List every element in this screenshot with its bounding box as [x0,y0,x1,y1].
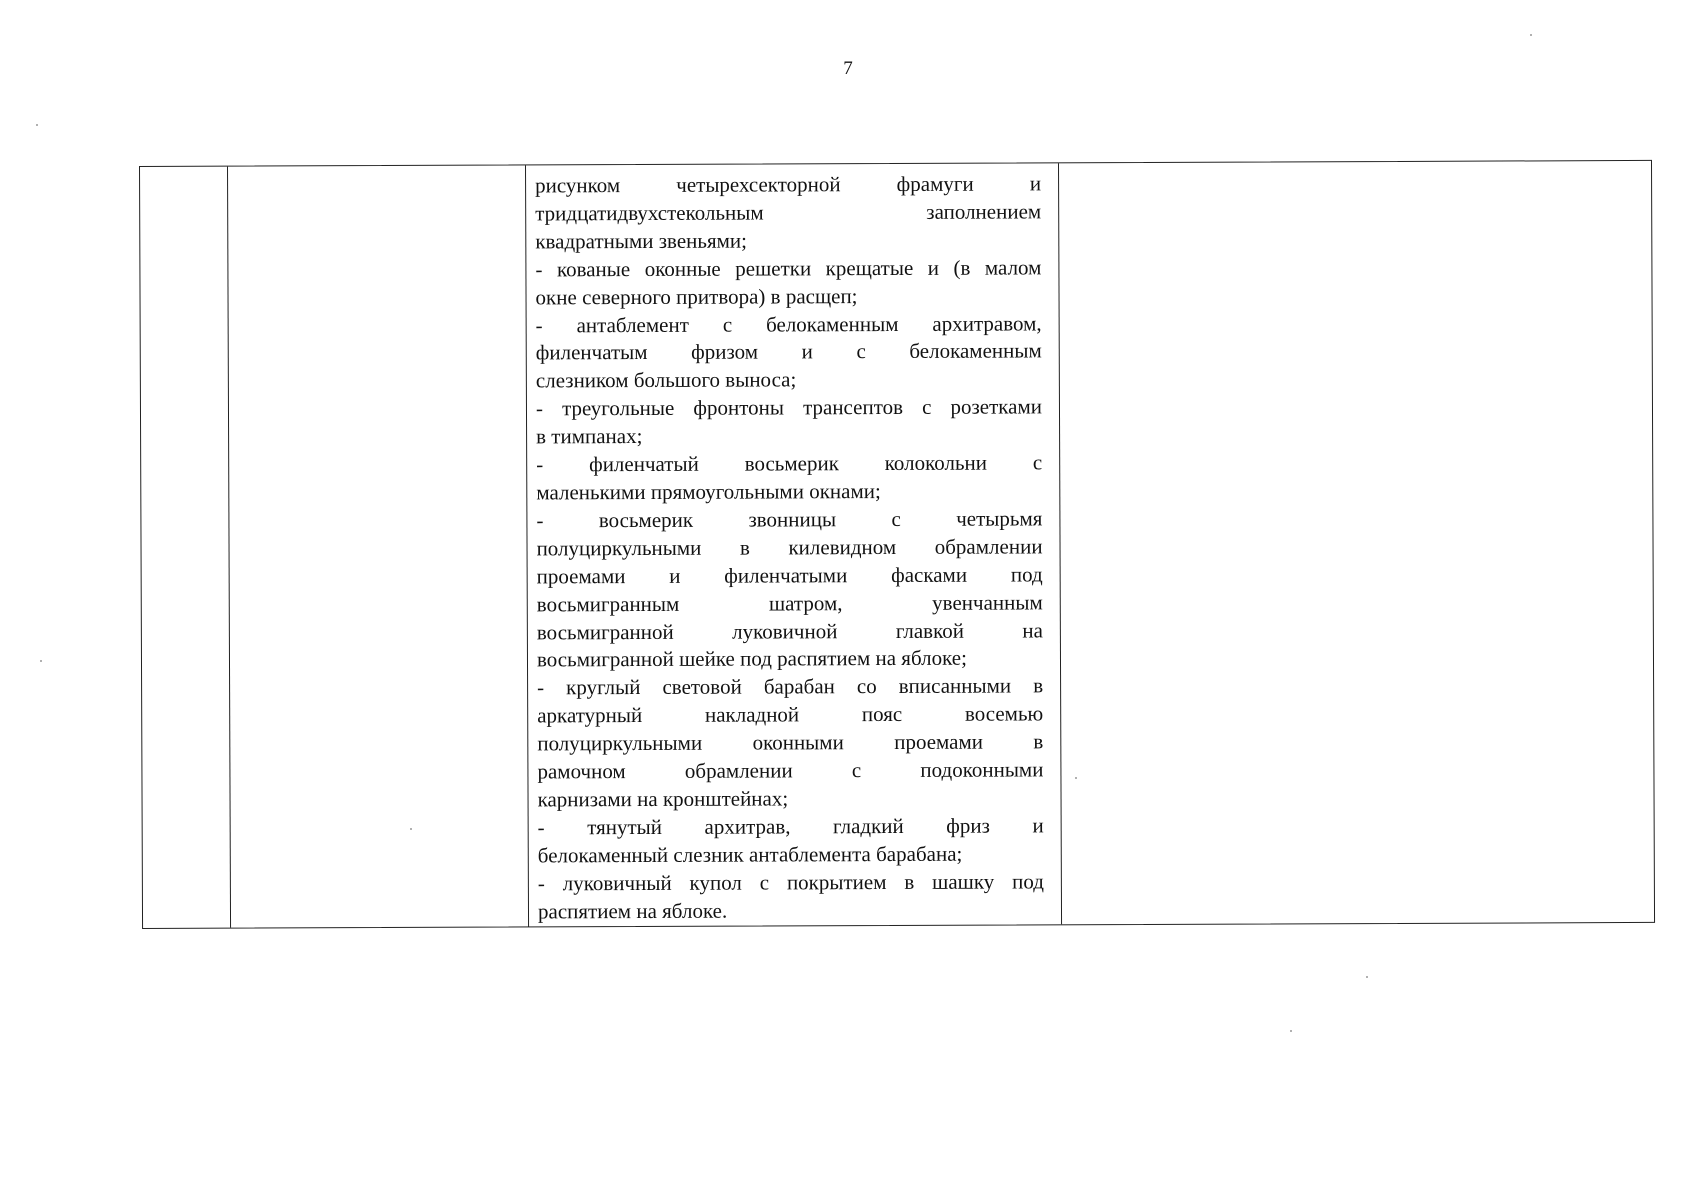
cell-text-line: - кованые оконные решетки крещатые и (в малом [535,255,1042,282]
cell-text-line: - треугольные фронтоны трансептов с розетками [535,394,1043,421]
cell-text-line: восьмигранной шейке под распятием на яблоке; [536,646,967,672]
scan-speck [1366,976,1368,978]
cell-text-line: рамочном обрамлении с подоконными [537,757,1044,784]
cell-text-line: - восьмерик звонницы с четырьмя [536,506,1043,533]
cell-text-line: полуциркульными в килевидном обрамлении [536,534,1043,561]
scan-speck [36,124,38,126]
cell-text-line: восьмигранным шатром, увенчанным [536,589,1043,617]
table-cell-description [535,170,1044,925]
cell-text-line: проемами и филенчатыми фасками под [536,562,1043,589]
table-column-divider-3 [1058,163,1062,924]
cell-text-line: восьмигранной луковичной главкой на [536,617,1043,644]
cell-text-line: - тянутый архитрав, гладкий фриз и [537,813,1044,840]
cell-text-line: карнизами на кронштейнах; [537,786,789,812]
table-column-divider-1 [227,167,231,928]
scan-speck [40,660,42,662]
cell-text-line: филенчатым фризом и с белокаменным [535,338,1042,365]
cell-text-line: - филенчатый восьмерик колокольни с [536,450,1043,477]
cell-text-line: белокаменный слезник антаблемента барабана; [537,841,963,868]
cell-text-line: распятием на яблоке. [537,898,728,923]
cell-text-line: квадратными звеньями; [535,228,748,254]
cell-text-line: полуциркульными оконными проемами в [537,729,1044,756]
scan-speck [1075,777,1077,779]
page-number: 7 [843,58,853,79]
cell-text-line: - круглый световой барабан со вписанными в [537,673,1044,700]
document-table [139,160,1655,929]
cell-text-line: в тимпанах; [536,424,643,449]
scan-speck [410,828,412,830]
cell-text-line: тридцатидвухстекольным заполнением [535,199,1042,226]
cell-text-line: окне северного притвора) в расщеп; [535,283,858,310]
scan-speck [1530,34,1532,36]
cell-text-line: - антаблемент с белокаменным архитравом, [535,310,1042,337]
cell-text-line: маленькими прямоугольными окнами; [536,478,881,505]
cell-text-line: аркатурный накладной пояс восемью [537,701,1044,728]
cell-text-line: - луковичный купол с покрытием в шашку под [537,869,1044,896]
table-column-divider-2 [525,165,529,926]
cell-text-line: слезником большого выноса; [535,367,797,393]
cell-text-line: рисунком четырехсекторной фрамуги и [535,171,1042,198]
scan-speck [1290,1030,1292,1032]
